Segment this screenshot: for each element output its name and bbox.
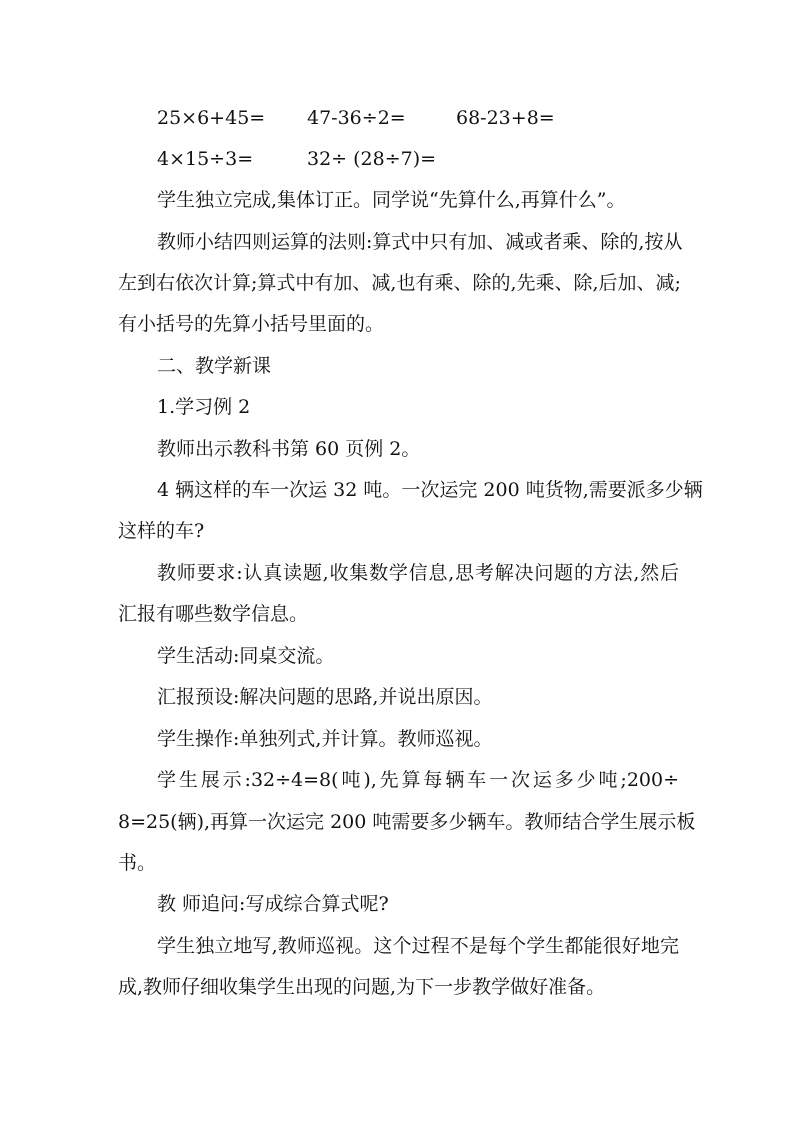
paragraph-line: 这样的车? [118, 520, 205, 542]
paragraph-line: 学生独立完成,集体订正。同学说“先算什么,再算什么”。 [157, 189, 626, 211]
paragraph-line: 有小括号的先算小括号里面的。 [118, 313, 385, 335]
paragraph-line: 学生活动:同桌交流。 [157, 645, 335, 667]
subsection-heading: 1.学习例 2 [157, 396, 251, 418]
paragraph-line: 教师小结四则运算的法则:算式中只有加、减或者乘、除的,按从 [157, 231, 683, 253]
paragraph-line: 4 辆这样的车一次运 32 吨。一次运完 200 吨货物,需要派多少辆 [157, 479, 703, 501]
paragraph-line: 书。 [118, 852, 157, 874]
paragraph-line: 教 师追问:写成综合算式呢? [157, 893, 389, 915]
expression-4: 4×15÷3= [157, 148, 254, 170]
paragraph-line: 教师要求:认真读题,收集数学信息,思考解决问题的方法,然后 [157, 562, 679, 584]
paragraph-line: 学生独立地写,教师巡视。这个过程不是每个学生都能很好地完 [157, 935, 679, 957]
expression-3: 68-23+8= [456, 107, 555, 129]
paragraph-line: 左到右依次计算;算式中有加、减,也有乘、除的,先乘、除,后加、减; [118, 272, 681, 294]
paragraph-line: 成,教师仔细收集学生出现的问题,为下一步教学做好准备。 [118, 976, 606, 998]
paragraph-line: 教师出示教科书第 60 页例 2。 [157, 438, 421, 460]
paragraph-line: 汇报预设:解决问题的思路,并说出原因。 [157, 686, 493, 708]
expression-row-2 [0, 147, 794, 171]
paragraph-line: 8=25(辆),再算一次运完 200 吨需要多少辆车。教师结合学生展示板 [118, 811, 696, 833]
expression-row-1 [0, 106, 794, 130]
expression-2: 47-36÷2= [307, 107, 406, 129]
paragraph-line: 汇报有哪些数学信息。 [118, 603, 309, 625]
expression-5: 32÷ (28÷7)= [307, 148, 437, 170]
paragraph-line: 学生操作:单独列式,并计算。教师巡视。 [157, 728, 493, 750]
expression-1: 25×6+45= [157, 107, 266, 129]
section-heading: 二、教学新课 [157, 355, 272, 377]
paragraph-line: 学生展示:32÷4=8(吨),先算每辆车一次运多少吨;200÷ [157, 769, 679, 791]
